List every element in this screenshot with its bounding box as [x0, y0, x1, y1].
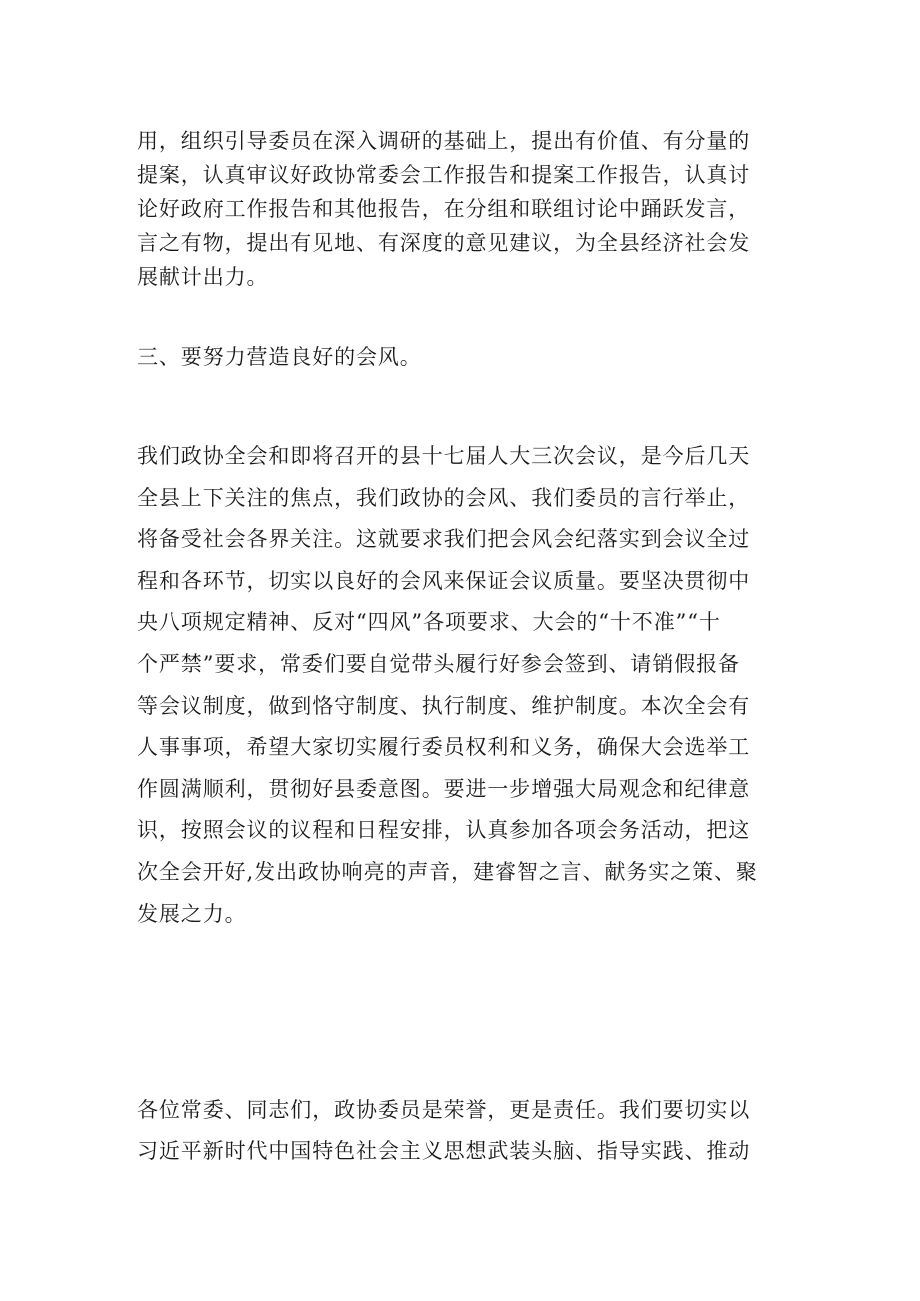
section-heading-text: 三、要努力营造良好的会风。 — [137, 345, 422, 369]
text-line: 等会议制度，做到恪守制度、执行制度、维护制度。本次全会有 — [137, 693, 751, 718]
text-line: 全县上下关注的焦点，我们政协的会风、我们委员的言行举止， — [137, 485, 751, 510]
text-line: 习近平新时代中国特色社会主义思想武装头脑、指导实践、推动 — [137, 1139, 751, 1163]
paragraph-closing — [137, 1090, 792, 1172]
text-line: 人事事项，希望大家切实履行委员权利和义务，确保大会选举工 — [137, 735, 751, 760]
text-line: 言之有物，提出有见地、有深度的意见建议，为全县经济社会发 — [137, 231, 751, 255]
text-line: 提案，认真审议好政协常委会工作报告和提案工作报告，认真讨 — [137, 163, 751, 187]
paragraph-meeting-conduct — [137, 436, 792, 935]
text-line: 展献计出力。 — [137, 265, 269, 289]
text-line: 各位常委、同志们，政协委员是荣誉，更是责任。我们要切实以 — [137, 1098, 751, 1122]
text-line: 将备受社会各界关注。这就要求我们把会风会纪落实到会议全过 — [137, 527, 751, 552]
text-line: 次全会开好,发出政协响亮的声音，建睿智之言、献务实之策、聚 — [137, 859, 758, 884]
text-line: 用，组织引导委员在深入调研的基础上，提出有价值、有分量的 — [137, 129, 751, 153]
paragraph-proposals — [137, 124, 792, 294]
text-line: 程和各环节，切实以良好的会风来保证会议质量。要坚决贯彻中 — [137, 568, 751, 593]
section-heading-three — [137, 340, 792, 374]
text-line: 识，按照会议的议程和日程安排，认真参加各项会务活动，把这 — [137, 818, 751, 843]
text-line: 央八项规定精神、反对“四风”各项要求、大会的“十不准”“十 — [137, 610, 721, 635]
text-line: 论好政府工作报告和其他报告，在分组和联组讨论中踊跃发言， — [137, 197, 751, 221]
text-line: 我们政协全会和即将召开的县十七届人大三次会议，是今后几天 — [137, 444, 751, 468]
text-line: 发展之力。 — [137, 901, 247, 926]
text-line: 作圆满顺利，贯彻好县委意图。要进一步增强大局观念和纪律意 — [137, 776, 751, 801]
text-line: 个严禁”要求，常委们要自觉带头履行好参会签到、请销假报备 — [137, 651, 740, 676]
